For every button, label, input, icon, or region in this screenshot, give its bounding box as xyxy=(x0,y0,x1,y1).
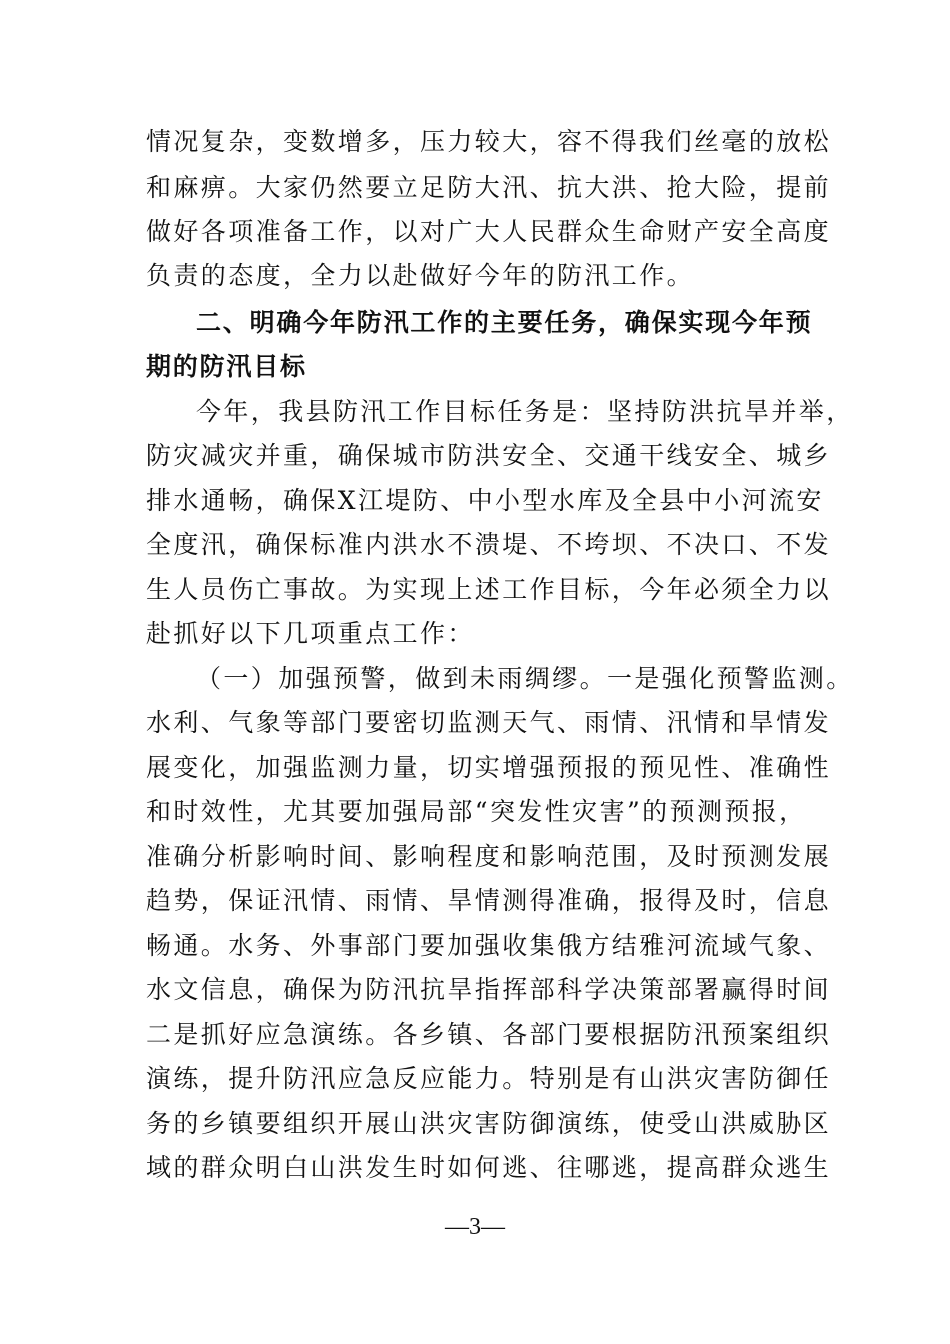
text-line: 展变化，加强监测力量，切实增强预报的预见性、准确性 xyxy=(146,753,832,782)
text-line: 负责的态度，全力以赴做好今年的防汛工作。 xyxy=(146,261,695,290)
text-line: 防灾减灾并重，确保城市防洪安全、交通干线安全、城乡 xyxy=(146,441,832,470)
text-line: 排水通畅，确保X江堤防、中小型水库及全县中小河流安 xyxy=(146,486,824,515)
text-line: 务的乡镇要组织开展山洪灾害防御演练，使受山洪威胁区 xyxy=(146,1109,832,1138)
text-line: 畅通。水务、外事部门要加强收集俄方结雅河流域气象、 xyxy=(146,931,832,960)
subsection-line: （一）加强预警，做到未雨绸缪。一是强化预警监测。 xyxy=(196,664,854,693)
text-line: 和麻痹。大家仍然要立足防大汛、抗大洪、抢大险，提前 xyxy=(146,173,832,202)
section-heading-line: 期的防汛目标 xyxy=(146,352,307,381)
text-line: 赴抓好以下几项重点工作： xyxy=(146,619,475,648)
text-line: 趋势，保证汛情、雨情、旱情测得准确，报得及时，信息 xyxy=(146,886,832,915)
text-line: 和时效性，尤其要加强局部“突发性灾害”的预测预报， xyxy=(146,797,807,826)
text-line: 域的群众明白山洪发生时如何逃、往哪逃，提高群众逃生 xyxy=(146,1153,832,1182)
text-line: 情况复杂，变数增多，压力较大，容不得我们丝毫的放松 xyxy=(146,127,832,156)
text-line: 演练，提升防汛应急反应能力。特别是有山洪灾害防御任 xyxy=(146,1064,832,1093)
text-line: 全度汛，确保标准内洪水不溃堤、不垮坝、不决口、不发 xyxy=(146,530,832,559)
text-line: 水利、气象等部门要密切监测天气、雨情、汛情和旱情发 xyxy=(146,708,832,737)
section-heading-line: 二、明确今年防汛工作的主要任务，确保实现今年预 xyxy=(196,308,813,337)
text-line: 生人员伤亡事故。为实现上述工作目标，今年必须全力以 xyxy=(146,575,832,604)
text-line: 今年，我县防汛工作目标任务是：坚持防洪抗旱并举， xyxy=(196,397,854,426)
text-line: 做好各项准备工作，以对广大人民群众生命财产安全高度 xyxy=(146,217,832,246)
text-line: 二是抓好应急演练。各乡镇、各部门要根据防汛预案组织 xyxy=(146,1020,832,1049)
text-line: 水文信息，确保为防汛抗旱指挥部科学决策部署赢得时间 xyxy=(146,975,832,1004)
text-line: 准确分析影响时间、影响程度和影响范围，及时预测发展 xyxy=(146,842,832,871)
page-number: —3— xyxy=(445,1214,505,1240)
